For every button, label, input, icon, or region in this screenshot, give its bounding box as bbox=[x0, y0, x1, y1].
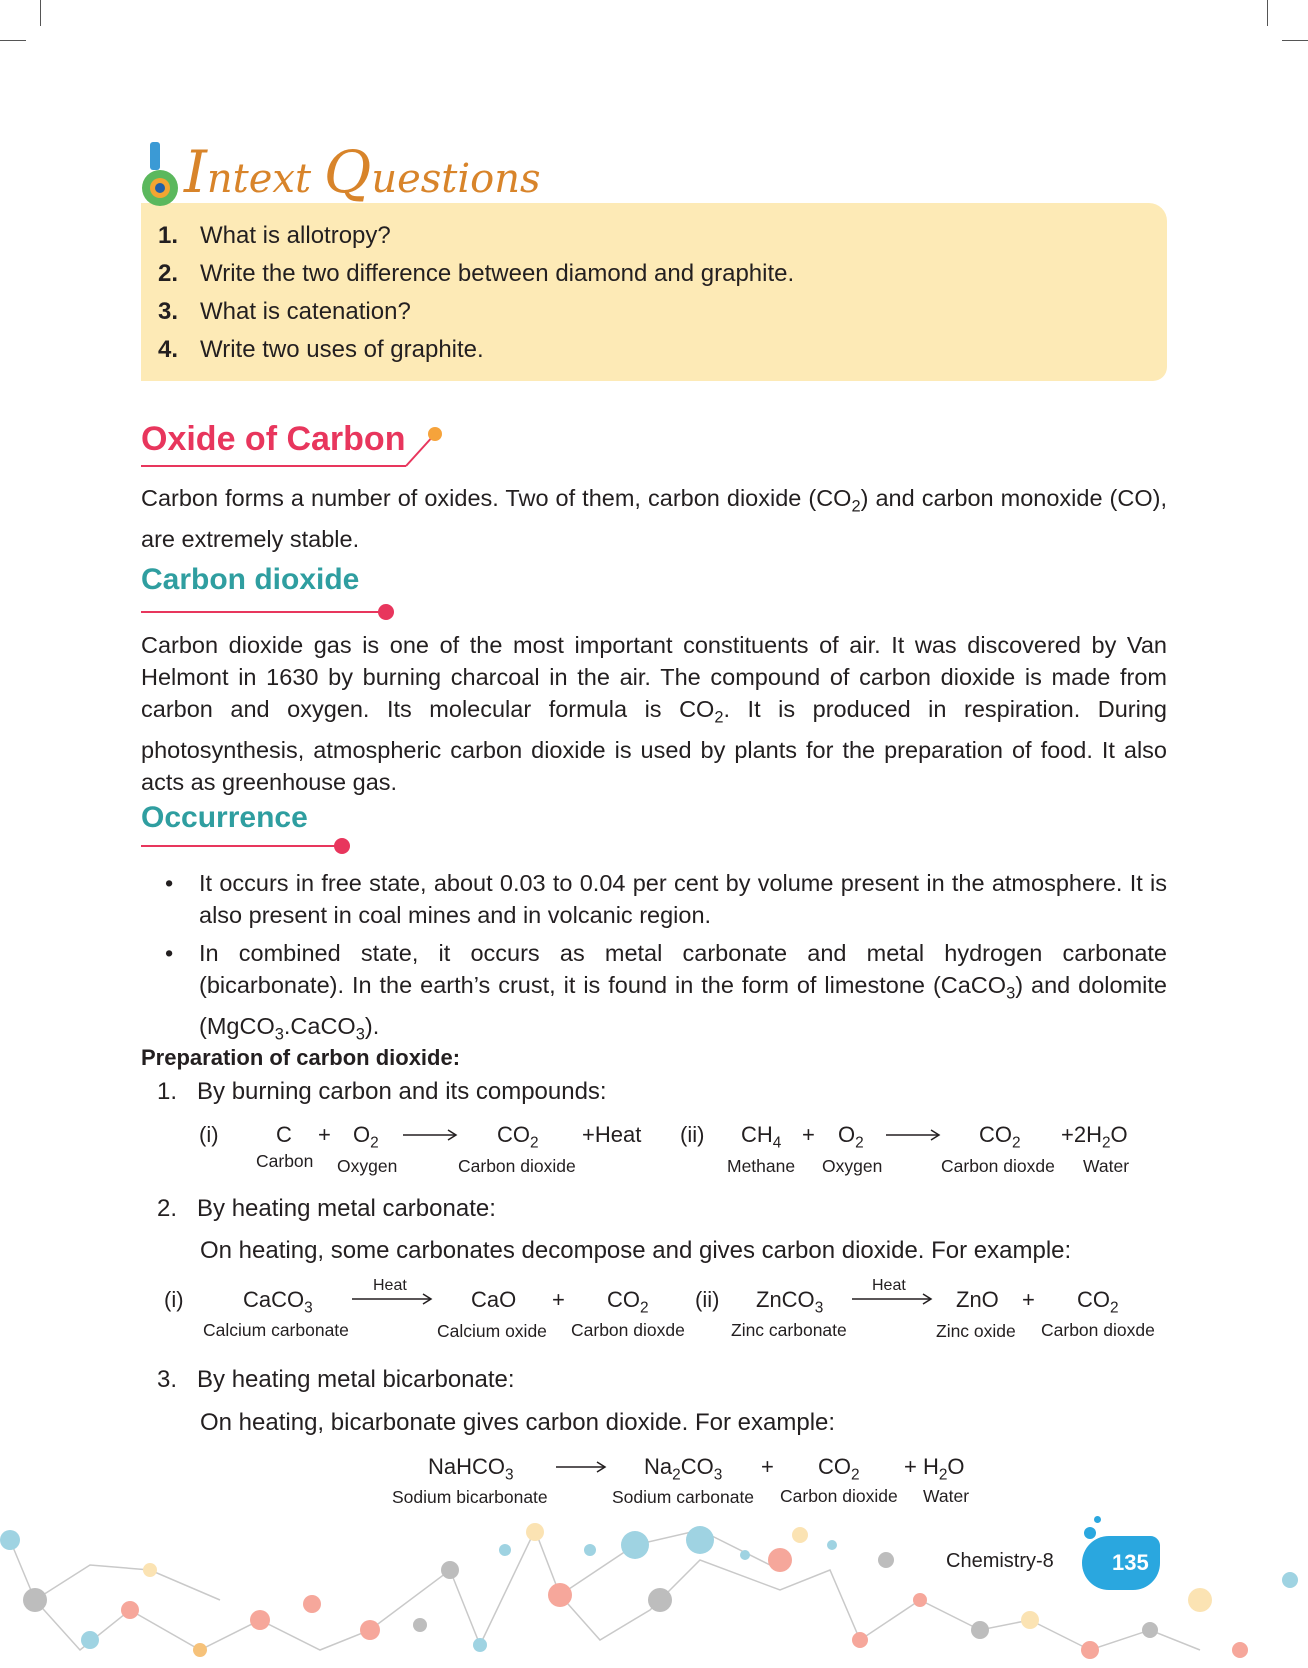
reaction-arrow bbox=[556, 1457, 608, 1477]
formula-o2: $O_2$ bbox=[838, 1122, 864, 1152]
page-number-badge bbox=[1082, 1536, 1160, 1590]
heading-underline bbox=[141, 603, 401, 621]
formula-co2: $CO_2$ bbox=[1077, 1287, 1119, 1317]
occurrence-list bbox=[141, 867, 1167, 1056]
formula-znco3: ZnCO$_3$ bbox=[756, 1287, 824, 1317]
list-item: 4. Write two uses of graphite. bbox=[158, 336, 484, 363]
page-number: 135 bbox=[1112, 1550, 1149, 1575]
reaction-arrow bbox=[886, 1125, 942, 1145]
eq-index: (i) bbox=[199, 1122, 219, 1147]
formula-o2: $O_2$ bbox=[353, 1122, 379, 1152]
step-1: 1. By burning carbon and its compounds: bbox=[157, 1078, 607, 1105]
step-3-description: On heating, bicarbonate gives carbon dioxide. For example: bbox=[200, 1409, 836, 1436]
bubble-decoration bbox=[1084, 1527, 1096, 1539]
step-2: 2. By heating metal carbonate: bbox=[157, 1195, 496, 1222]
intext-questions-list bbox=[158, 222, 794, 374]
oxide-of-carbon-heading: Oxide of Carbon bbox=[141, 420, 406, 458]
formula-nahco3: NaHCO$_3$ bbox=[428, 1454, 514, 1484]
label: Sodium carbonate bbox=[612, 1487, 755, 1507]
reaction-arrow bbox=[352, 1290, 434, 1308]
formula-c: C bbox=[276, 1122, 292, 1147]
heading-underline bbox=[141, 837, 361, 855]
list-item: 3. What is catenation? bbox=[158, 298, 411, 325]
formula-h2o: + $H_2O$ bbox=[904, 1454, 965, 1484]
flask-icon bbox=[138, 140, 188, 210]
label: Carbon dioxde bbox=[1041, 1320, 1155, 1340]
formula-cao: CaO bbox=[471, 1287, 517, 1312]
plus-sign: + bbox=[802, 1122, 815, 1147]
formula-ch4: $CH_4$ bbox=[741, 1122, 782, 1152]
label: Sodium bicarbonate bbox=[392, 1487, 548, 1507]
plus-sign: + bbox=[552, 1287, 565, 1312]
list-item: • In combined state, it occurs as metal carbonate and metal hydrogen carbonate (bicarbonate). In the earth’s crust, it is found in the form of limestone (CaCO$_3$) and dolomite (MgCO$_3$.CaCO$_3$). bbox=[165, 940, 1167, 1044]
heat-label: Heat bbox=[373, 1277, 407, 1294]
label: Zinc carbonate bbox=[731, 1320, 847, 1340]
formula-co2: $CO_2$ bbox=[979, 1122, 1021, 1152]
carbon-dioxide-heading: Carbon dioxide bbox=[141, 563, 360, 596]
formula-co2: $CO_2$ bbox=[607, 1287, 649, 1317]
label: Water bbox=[923, 1486, 970, 1506]
formula-caco3: CaCO$_3$ bbox=[243, 1287, 313, 1317]
formula-na2co3: $Na_2CO_3$ bbox=[644, 1454, 723, 1484]
list-item: 2. Write the two difference between diamond and graphite. bbox=[158, 260, 795, 287]
eq-index: (ii) bbox=[680, 1122, 705, 1147]
label: Calcium oxide bbox=[437, 1321, 547, 1341]
label: Carbon bbox=[256, 1151, 314, 1171]
crop-mark bbox=[40, 0, 41, 26]
label: Carbon dioxde bbox=[941, 1156, 1055, 1176]
eq-index: (ii) bbox=[695, 1287, 720, 1312]
label: Carbon dioxide bbox=[458, 1156, 576, 1176]
eq-index: (i) bbox=[164, 1287, 184, 1312]
step-3: 3. By heating metal bicarbonate: bbox=[157, 1366, 515, 1393]
reaction-arrow bbox=[403, 1125, 459, 1145]
plus-sign: + bbox=[761, 1454, 774, 1479]
list-item: 1. What is allotropy? bbox=[158, 222, 391, 249]
label: Calcium carbonate bbox=[203, 1320, 349, 1340]
label: Methane bbox=[727, 1156, 796, 1176]
formula-zno: ZnO bbox=[956, 1287, 999, 1312]
oxide-paragraph: Carbon forms a number of oxides. Two of them, carbon dioxide $(CO_2)$ and carbon monoxide (CO), are extremely stable. bbox=[141, 485, 1167, 552]
intext-questions-title: Intext Questions bbox=[184, 138, 541, 206]
formula-co2: $CO_2$ bbox=[818, 1454, 860, 1484]
formula-co2: $CO_2$ bbox=[497, 1122, 539, 1152]
footer-subject: Chemistry-8 bbox=[946, 1550, 1054, 1572]
plus-sign: + bbox=[1022, 1287, 1035, 1312]
reaction-arrow bbox=[852, 1290, 934, 1308]
label: Zinc oxide bbox=[936, 1321, 1016, 1341]
occurrence-heading: Occurrence bbox=[141, 801, 308, 834]
step-2-description: On heating, some carbonates decompose and gives carbon dioxide. For example: bbox=[200, 1237, 1072, 1264]
label: Water bbox=[1083, 1156, 1130, 1176]
heat-label: Heat bbox=[872, 1277, 906, 1294]
label: Carbon dioxide bbox=[780, 1486, 898, 1506]
bubble-decoration bbox=[1094, 1516, 1101, 1523]
carbon-dioxide-paragraph: Carbon dioxide gas is one of the most important constituents of air. It was discovered by Van Helmont in 1630 by burning charcoal in the air. The compound of carbon dioxide is made from carbon and oxygen. Its molecular formula is $CO_2$. It is produced in respiration. During photosynthesis, atmospheric carbon dioxide is used by plants for the preparation of food. It also acts as greenhouse gas. bbox=[141, 632, 1167, 795]
label: Oxygen bbox=[822, 1156, 883, 1176]
crop-mark bbox=[1267, 0, 1268, 26]
crop-mark bbox=[1282, 40, 1308, 41]
list-item: • It occurs in free state, about 0.03 to 0.04 per cent by volume present in the atmosphere. It is also present in coal mines and in volcanic region. bbox=[165, 870, 1167, 928]
label: Oxygen bbox=[337, 1156, 398, 1176]
preparation-heading: Preparation of carbon dioxide: bbox=[141, 1045, 461, 1070]
crop-mark bbox=[0, 40, 26, 41]
plus-sign: + bbox=[318, 1122, 331, 1147]
label: Carbon dioxde bbox=[571, 1320, 685, 1340]
formula-2h2o: $+2H_2O$ bbox=[1061, 1122, 1128, 1152]
heading-underline bbox=[141, 420, 451, 470]
heat-term: +Heat bbox=[582, 1122, 642, 1147]
